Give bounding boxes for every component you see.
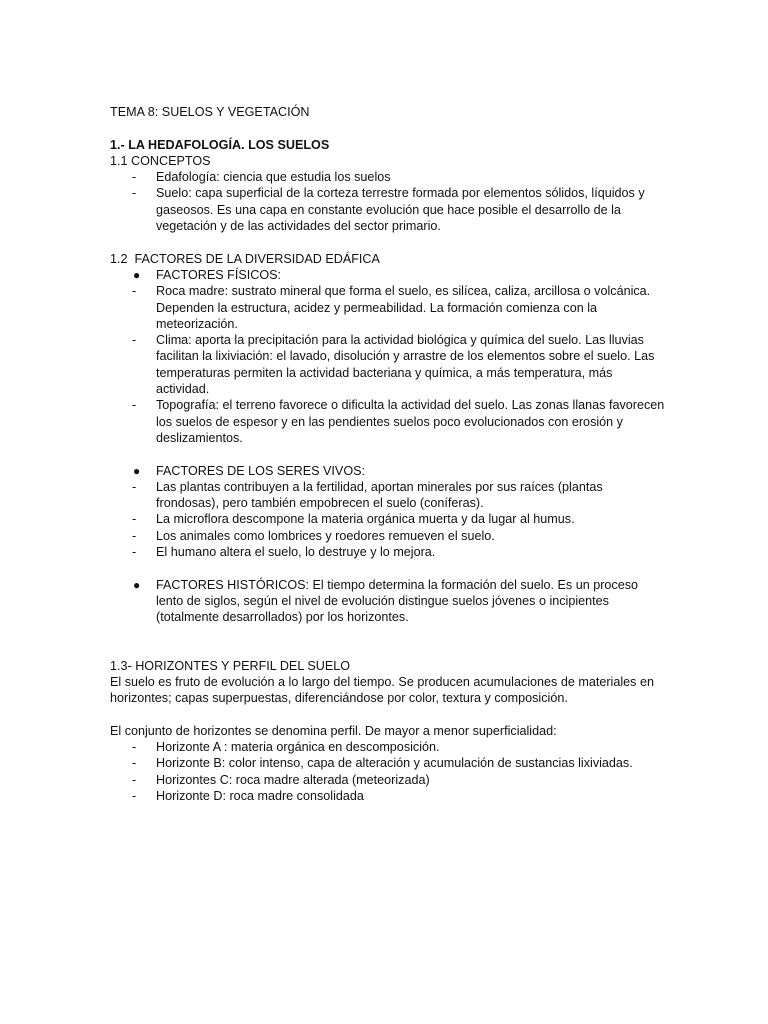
bullet-marker: ● bbox=[133, 577, 141, 592]
list-item-text: Horizonte B: color intenso, capa de alteración y acumulación de sustancias lixiviadas. bbox=[156, 756, 633, 771]
list-item-text: Las plantas contribuyen a la fertilidad, aportan minerales por sus raíces (plantas frondosas), pero también empobrecen el suelo (coníferas). bbox=[156, 479, 603, 511]
subsection-1-3-heading: 1.3- HORIZONTES Y PERFIL DEL SUELO bbox=[110, 658, 351, 673]
list-item-text: Roca madre: sustrato mineral que forma el suelo, es silícea, caliza, arcillosa o volcánica. Dependen la estructura, acidez y permeabilidad. La formación comienza con la meteorización. bbox=[156, 284, 651, 331]
dash-marker: - bbox=[132, 756, 137, 771]
list-item-text: Edafología: ciencia que estudia los suelos bbox=[156, 170, 391, 185]
dash-marker: - bbox=[132, 739, 137, 754]
list-item bbox=[110, 185, 665, 234]
dash-marker: - bbox=[132, 333, 137, 348]
list-item bbox=[110, 755, 665, 771]
list-item-text: Horizontes C: roca madre alterada (meteorizada) bbox=[156, 772, 430, 787]
dash-marker: - bbox=[132, 398, 137, 413]
bullet-item-text: FACTORES FÍSICOS: bbox=[156, 267, 282, 282]
subsection-1-2-heading: 1.2 FACTORES DE LA DIVERSIDAD EDÁFICA bbox=[110, 251, 380, 266]
list-item bbox=[110, 772, 665, 788]
section-1-heading: 1.- LA HEDAFOLOGÍA. LOS SUELOS bbox=[110, 137, 330, 152]
list-item bbox=[110, 511, 665, 527]
list-item bbox=[110, 739, 665, 755]
dash-marker: - bbox=[132, 545, 137, 560]
dash-marker: - bbox=[132, 788, 137, 803]
bullet-item bbox=[110, 463, 665, 479]
list-item-text: El humano altera el suelo, lo destruye y lo mejora. bbox=[156, 545, 436, 560]
document-title: TEMA 8: SUELOS Y VEGETACIÓN bbox=[110, 105, 310, 119]
bullet-item-text: FACTORES DE LOS SERES VIVOS: bbox=[156, 463, 366, 478]
list-item-text: Clima: aporta la precipitación para la actividad biológica y química del suelo. Las lluvias facilitan la lixiviación: el lavado, disolución y arrastre de los elementos sobre el suelo. Las temperaturas permiten la actividad bacteriana y química, a más temperatura, más actividad. bbox=[156, 333, 655, 397]
list-item-text: Los animales como lombrices y roedores remueven el suelo. bbox=[156, 528, 495, 543]
bullet-item bbox=[110, 577, 665, 626]
dash-marker: - bbox=[132, 186, 137, 201]
list-item bbox=[110, 169, 665, 185]
dash-marker: - bbox=[132, 512, 137, 527]
paragraph: El suelo es fruto de evolución a lo largo del tiempo. Se producen acumulaciones de materiales en horizontes; capas superpuestas, diferenciándose por color, textura y composición. bbox=[110, 674, 658, 706]
dash-marker: - bbox=[132, 284, 137, 299]
list-item-text: Suelo: capa superficial de la corteza terrestre formada por elementos sólidos, líquidos y gaseosos. Es una capa en constante evolución que hace posible el desarrollo de la vegetación y de las actividades del sector primario. bbox=[156, 186, 645, 234]
dash-marker: - bbox=[132, 170, 137, 185]
list-item-text: Topografía: el terreno favorece o dificulta la actividad del suelo. Las zonas llanas favorecen los suelos de espesor y en las pendientes suelos poco evolucionados con erosión y deslizamientos. bbox=[156, 398, 665, 445]
bullet-item-text: FACTORES HISTÓRICOS: El tiempo determina la formación del suelo. Es un proceso lento de siglos, según el nivel de evolución distingue suelos jóvenes o incipientes (totalmente desarrollados) por los horizontes. bbox=[156, 577, 639, 625]
list-item bbox=[110, 479, 665, 512]
list-item bbox=[110, 397, 665, 446]
list-item bbox=[110, 283, 665, 332]
list-item bbox=[110, 544, 665, 560]
list-item-text: La microflora descompone la materia orgánica muerta y da lugar al humus. bbox=[156, 512, 575, 527]
list-item bbox=[110, 788, 665, 804]
document-page bbox=[110, 104, 665, 804]
subsection-1-1-heading: 1.1 CONCEPTOS bbox=[110, 153, 211, 168]
dash-marker: - bbox=[132, 772, 137, 787]
bullet-item bbox=[110, 267, 665, 283]
list-item-text: Horizonte A : materia orgánica en descomposición. bbox=[156, 739, 440, 754]
paragraph: El conjunto de horizontes se denomina perfil. De mayor a menor superficialidad: bbox=[110, 723, 557, 738]
dash-marker: - bbox=[132, 528, 137, 543]
bullet-marker: ● bbox=[133, 267, 141, 282]
bullet-marker: ● bbox=[133, 463, 141, 478]
list-item bbox=[110, 528, 665, 544]
list-item bbox=[110, 332, 665, 397]
list-item-text: Horizonte D: roca madre consolidada bbox=[156, 788, 364, 803]
dash-marker: - bbox=[132, 479, 137, 494]
